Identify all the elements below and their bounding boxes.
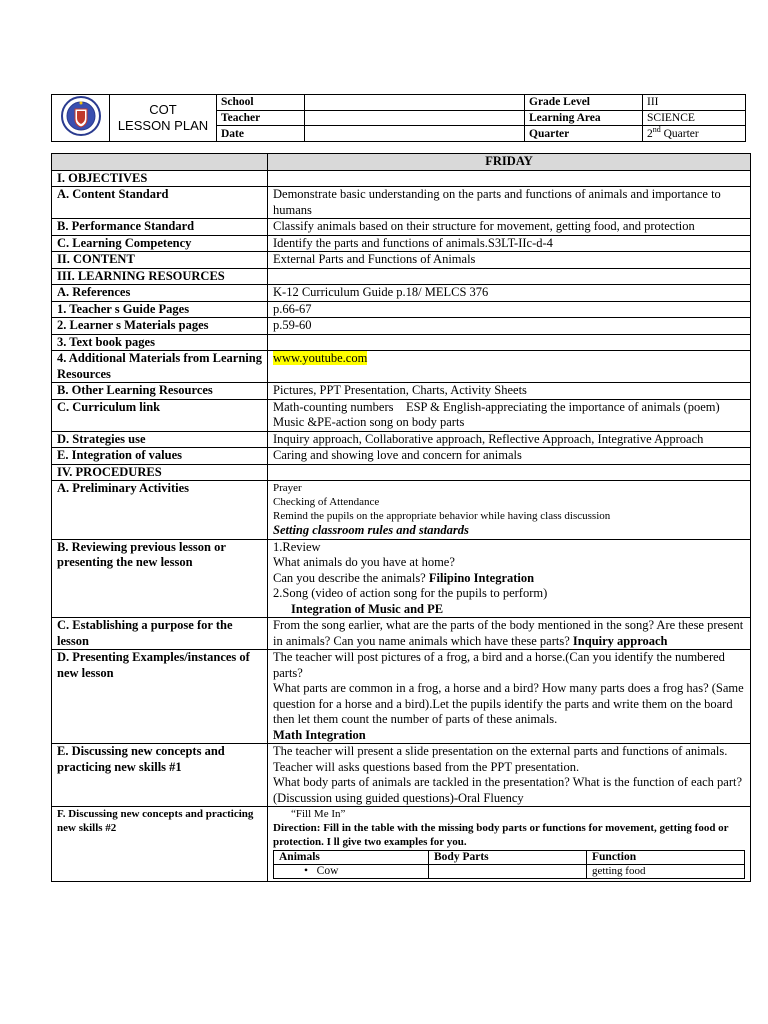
additional-materials-value	[268, 351, 751, 383]
content-label: II. CONTENT	[52, 252, 268, 269]
school-value	[305, 95, 525, 111]
review-value	[268, 539, 751, 618]
activity-direction: Direction: Fill in the table with the missing body parts or functions for movement, getting food or protection. I ll give two examples for you.	[273, 822, 729, 848]
learning-area-label: Learning Area	[525, 110, 643, 126]
learning-area-value: SCIENCE	[643, 110, 746, 126]
presenting-line-2: What parts are common in a frog, a horse and a bird? How many parts does a frog has? (Same question for a horse and a bird).Let the pupils identify the parts and write them on the board then let them count the number of parts of these animals.	[273, 681, 744, 726]
activity-cell-function: getting food	[587, 865, 745, 879]
quarter-value	[643, 126, 746, 142]
day-header: FRIDAY	[268, 154, 751, 171]
youtube-link[interactable]: www.youtube.com	[273, 351, 368, 365]
preliminary-value	[268, 481, 751, 540]
presenting-label: D. Presenting Examples/instances of new lesson	[52, 650, 268, 744]
review-question: Can you describe the animals?	[273, 570, 429, 585]
attendance-text: Checking of Attendance	[273, 496, 380, 508]
values-value: Caring and showing love and concern for animals	[268, 448, 751, 465]
teachers-guide-value: p.66-67	[268, 301, 751, 318]
curriculum-link-value: Math-counting numbers ESP & English-appreciating the importance of animals (poem) Music &PE-action song on body parts	[268, 399, 751, 431]
strategies-label: D. Strategies use	[52, 431, 268, 448]
values-label: E. Integration of values	[52, 448, 268, 465]
animal-cow: Cow	[316, 865, 339, 877]
learners-materials-value: p.59-60	[268, 318, 751, 335]
deped-seal-logo	[52, 95, 110, 142]
prayer-text: Prayer	[273, 482, 302, 494]
day-header-blank	[52, 154, 268, 171]
textbook-pages-label: 3. Text book pages	[52, 334, 268, 351]
learning-resources-heading: III. LEARNING RESOURCES	[52, 268, 268, 285]
discussing-1-line-2: Teacher will asks questions based from the PPT presentation.	[273, 759, 580, 774]
performance-standard-label: B. Performance Standard	[52, 219, 268, 236]
purpose-text: From the song earlier, what are the parts of the body mentioned in the song? Are these present in animals? Can you name animals which have these parts?	[273, 618, 744, 648]
activity-header-function: Function	[587, 851, 745, 865]
date-label: Date	[217, 126, 305, 142]
filipino-integration: Filipino Integration	[428, 570, 535, 585]
fill-me-in-title: “Fill Me In”	[291, 808, 346, 820]
grade-level-value: III	[643, 95, 746, 111]
teachers-guide-label: 1. Teacher s Guide Pages	[52, 301, 268, 318]
presenting-line-1: The teacher will post pictures of a frog, a bird and a horse.(Can you identify the numbered parts?	[273, 650, 725, 680]
review-line-4: 2.Song (video of action song for the pupils to perform)	[273, 586, 548, 600]
purpose-value	[268, 618, 751, 650]
procedures-heading: IV. PROCEDURES	[52, 464, 268, 481]
inquiry-approach: Inquiry approach	[572, 633, 668, 648]
activity-cell-animal	[274, 865, 429, 879]
title-line-1: COT	[149, 102, 177, 117]
quarter-suffix: nd	[652, 124, 661, 134]
grade-level-label: Grade Level	[525, 95, 643, 111]
content-value: External Parts and Functions of Animals	[268, 252, 751, 269]
discussing-2-value	[268, 807, 751, 882]
discussing-1-line-1: The teacher will present a slide presentation on the external parts and functions of animals.	[273, 744, 728, 758]
date-value	[305, 126, 525, 142]
other-resources-label: B. Other Learning Resources	[52, 383, 268, 400]
classroom-rules-text: Setting classroom rules and standards	[273, 523, 469, 537]
content-standard-label: A. Content Standard	[52, 187, 268, 219]
activity-header-animals: Animals	[274, 851, 429, 865]
quarter-number: 2	[647, 127, 653, 140]
teacher-label: Teacher	[217, 110, 305, 126]
math-integration: Math Integration	[273, 727, 366, 742]
performance-standard-value: Classify animals based on their structure for movement, getting food, and protection	[268, 219, 751, 236]
lesson-plan-table	[51, 153, 751, 882]
learning-competency-value: Identify the parts and functions of animals.S3LT-IIc-d-4	[268, 235, 751, 252]
discussing-1-line-3: What body parts of animals are tackled in the presentation? What is the function of each part?(Discussion using guided questions)-Oral Fluency	[273, 775, 743, 805]
learners-materials-label: 2. Learner s Materials pages	[52, 318, 268, 335]
references-value: K-12 Curriculum Guide p.18/ MELCS 376	[268, 285, 751, 302]
bullet-icon: •	[304, 865, 317, 877]
teacher-value	[305, 110, 525, 126]
discussing-2-label: F. Discussing new concepts and practicing new skills #2	[52, 807, 268, 882]
activity-table	[273, 850, 745, 879]
procedures-blank	[268, 464, 751, 481]
behavior-reminder-text: Remind the pupils on the appropriate behavior while having class discussion	[273, 510, 611, 522]
music-pe-integration: Integration of Music and PE	[291, 601, 444, 616]
other-resources-value: Pictures, PPT Presentation, Charts, Activity Sheets	[268, 383, 751, 400]
presenting-value	[268, 650, 751, 744]
additional-materials-label: 4. Additional Materials from Learning Resources	[52, 351, 268, 383]
content-standard-value: Demonstrate basic understanding on the parts and functions of animals and importance to humans	[268, 187, 751, 219]
activity-cell-body-parts	[429, 865, 587, 879]
curriculum-link-label: C. Curriculum link	[52, 399, 268, 431]
discussing-1-value	[268, 744, 751, 807]
strategies-value: Inquiry approach, Collaborative approach, Reflective Approach, Integrative Approach	[268, 431, 751, 448]
preliminary-label: A. Preliminary Activities	[52, 481, 268, 540]
review-line-2: What animals do you have at home?	[273, 555, 455, 569]
learning-competency-label: C. Learning Competency	[52, 235, 268, 252]
learning-resources-blank	[268, 268, 751, 285]
review-line-3	[273, 571, 745, 587]
review-label: B. Reviewing previous lesson or presenting the new lesson	[52, 539, 268, 618]
objectives-blank	[268, 170, 751, 187]
objectives-heading: I. OBJECTIVES	[52, 170, 268, 187]
school-label: School	[217, 95, 305, 111]
quarter-label: Quarter	[525, 126, 643, 142]
discussing-1-label: E. Discussing new concepts and practicing new skills #1	[52, 744, 268, 807]
title-line-2: LESSON PLAN	[117, 118, 209, 133]
textbook-pages-value	[268, 334, 751, 351]
lesson-plan-title	[110, 95, 217, 142]
activity-header-body-parts: Body Parts	[429, 851, 587, 865]
quarter-word: Quarter	[660, 127, 699, 140]
purpose-label: C. Establishing a purpose for the lesson	[52, 618, 268, 650]
references-label: A. References	[52, 285, 268, 302]
review-line-1: 1.Review	[273, 539, 321, 554]
header-table	[51, 94, 746, 142]
